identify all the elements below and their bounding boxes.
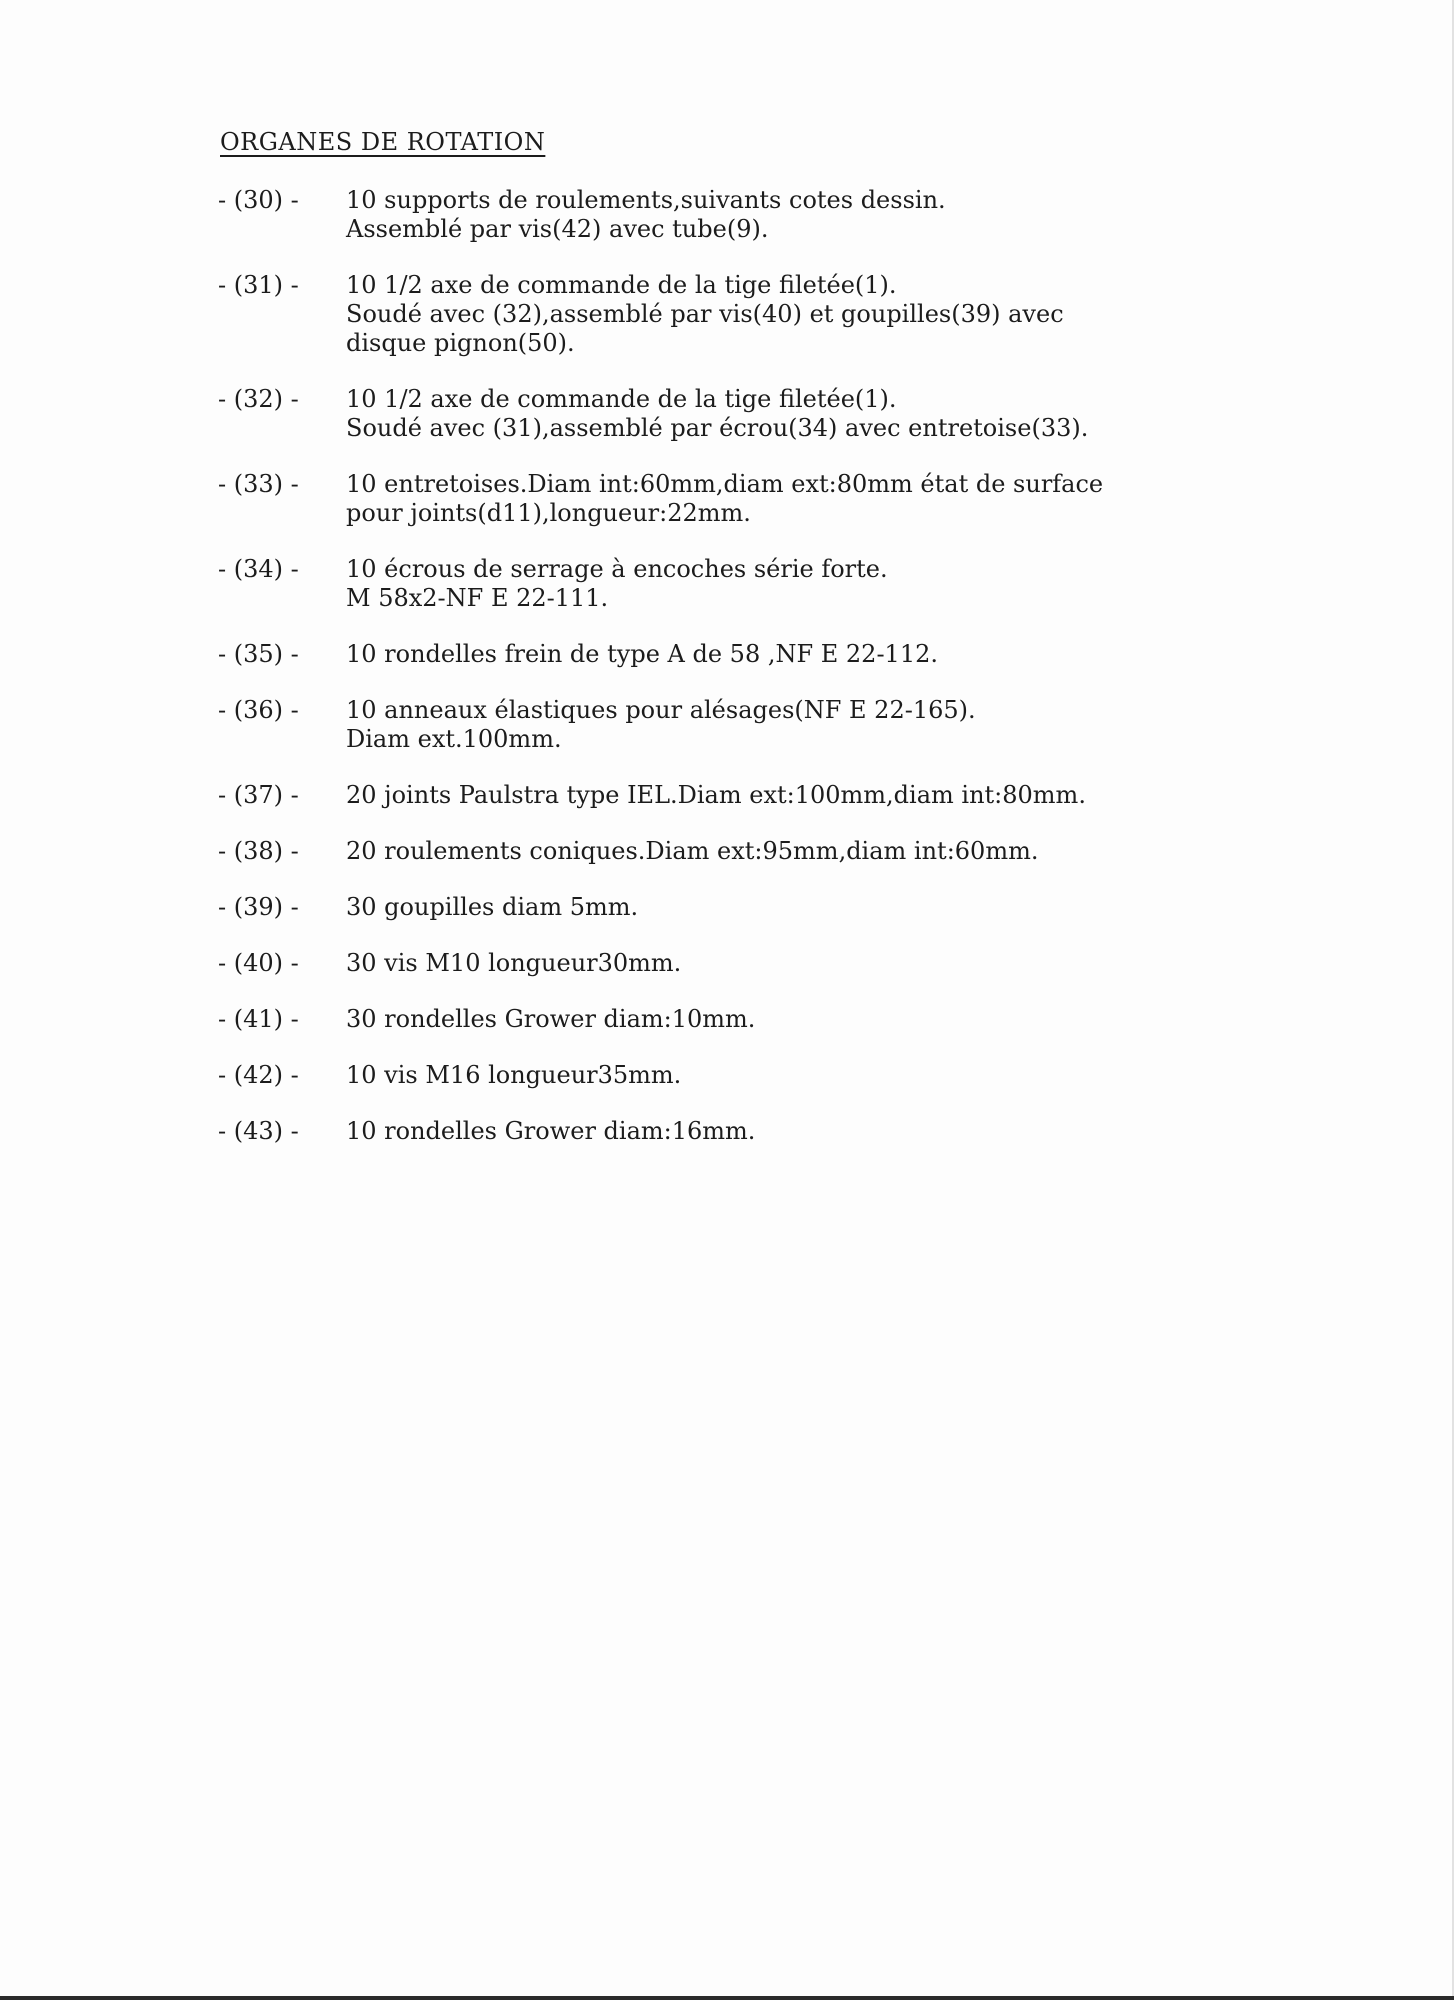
item-description-line: 10 rondelles Grower diam:16mm. bbox=[346, 1117, 756, 1145]
list-item bbox=[218, 781, 1418, 810]
item-reference: - (36) - bbox=[218, 696, 299, 724]
list-item bbox=[218, 186, 1418, 244]
list-item bbox=[218, 640, 1418, 669]
list-item bbox=[218, 837, 1418, 866]
item-description-line: 30 goupilles diam 5mm. bbox=[346, 893, 639, 921]
item-description-line: M 58x2-NF E 22-111. bbox=[346, 584, 609, 612]
item-reference: - (43) - bbox=[218, 1117, 299, 1145]
item-description-line: 10 rondelles frein de type A de 58 ,NF E 22-112. bbox=[346, 640, 938, 668]
item-description-line: Diam ext.100mm. bbox=[346, 725, 562, 753]
item-description bbox=[346, 1117, 1418, 1146]
item-reference: - (35) - bbox=[218, 640, 299, 668]
list-item bbox=[218, 1117, 1418, 1146]
item-description bbox=[346, 271, 1418, 358]
item-description bbox=[346, 555, 1418, 613]
list-item bbox=[218, 470, 1418, 528]
item-reference: - (30) - bbox=[218, 186, 299, 214]
item-description-line: Assemblé par vis(42) avec tube(9). bbox=[346, 215, 769, 243]
item-description-line: 10 entretoises.Diam int:60mm,diam ext:80mm état de surface bbox=[346, 470, 1104, 498]
item-reference: - (42) - bbox=[218, 1061, 299, 1089]
list-item bbox=[218, 271, 1418, 358]
item-description-line: 10 1/2 axe de commande de la tige filetée(1). bbox=[346, 385, 897, 413]
item-description-line: 10 anneaux élastiques pour alésages(NF E 22-165). bbox=[346, 696, 976, 724]
item-reference: - (39) - bbox=[218, 893, 299, 921]
item-description-line: 30 vis M10 longueur30mm. bbox=[346, 949, 682, 977]
item-description-line: pour joints(d11),longueur:22mm. bbox=[346, 499, 751, 527]
list-item bbox=[218, 385, 1418, 443]
item-description-line: Soudé avec (32),assemblé par vis(40) et goupilles(39) avec bbox=[346, 300, 1064, 328]
item-reference: - (40) - bbox=[218, 949, 299, 977]
item-description bbox=[346, 186, 1418, 244]
item-reference: - (31) - bbox=[218, 271, 299, 299]
item-description-line: Soudé avec (31),assemblé par écrou(34) avec entretoise(33). bbox=[346, 414, 1089, 442]
item-description bbox=[346, 640, 1418, 669]
item-description-line: 20 roulements coniques.Diam ext:95mm,diam int:60mm. bbox=[346, 837, 1039, 865]
item-description bbox=[346, 949, 1418, 978]
list-item bbox=[218, 1061, 1418, 1090]
item-reference: - (32) - bbox=[218, 385, 299, 413]
list-item bbox=[218, 696, 1418, 754]
item-description bbox=[346, 1005, 1418, 1034]
item-reference: - (33) - bbox=[218, 470, 299, 498]
parts-list bbox=[218, 186, 1418, 1173]
item-description-line: 20 joints Paulstra type IEL.Diam ext:100mm,diam int:80mm. bbox=[346, 781, 1086, 809]
item-description bbox=[346, 781, 1418, 810]
item-description-line: 30 rondelles Grower diam:10mm. bbox=[346, 1005, 756, 1033]
item-description bbox=[346, 696, 1418, 754]
item-description-line: 10 supports de roulements,suivants cotes dessin. bbox=[346, 186, 946, 214]
item-description bbox=[346, 893, 1418, 922]
item-reference: - (34) - bbox=[218, 555, 299, 583]
item-description bbox=[346, 470, 1418, 528]
list-item bbox=[218, 1005, 1418, 1034]
item-description bbox=[346, 385, 1418, 443]
item-description bbox=[346, 1061, 1418, 1090]
item-description-line: 10 écrous de serrage à encoches série forte. bbox=[346, 555, 888, 583]
document-title: ORGANES DE ROTATION bbox=[220, 128, 546, 156]
item-reference: - (37) - bbox=[218, 781, 299, 809]
item-description-line: disque pignon(50). bbox=[346, 329, 575, 357]
list-item bbox=[218, 949, 1418, 978]
item-reference: - (41) - bbox=[218, 1005, 299, 1033]
item-description bbox=[346, 837, 1418, 866]
item-description-line: 10 1/2 axe de commande de la tige filetée(1). bbox=[346, 271, 897, 299]
page-bottom-edge bbox=[0, 1996, 1454, 2000]
item-reference: - (38) - bbox=[218, 837, 299, 865]
list-item bbox=[218, 893, 1418, 922]
item-description-line: 10 vis M16 longueur35mm. bbox=[346, 1061, 682, 1089]
list-item bbox=[218, 555, 1418, 613]
